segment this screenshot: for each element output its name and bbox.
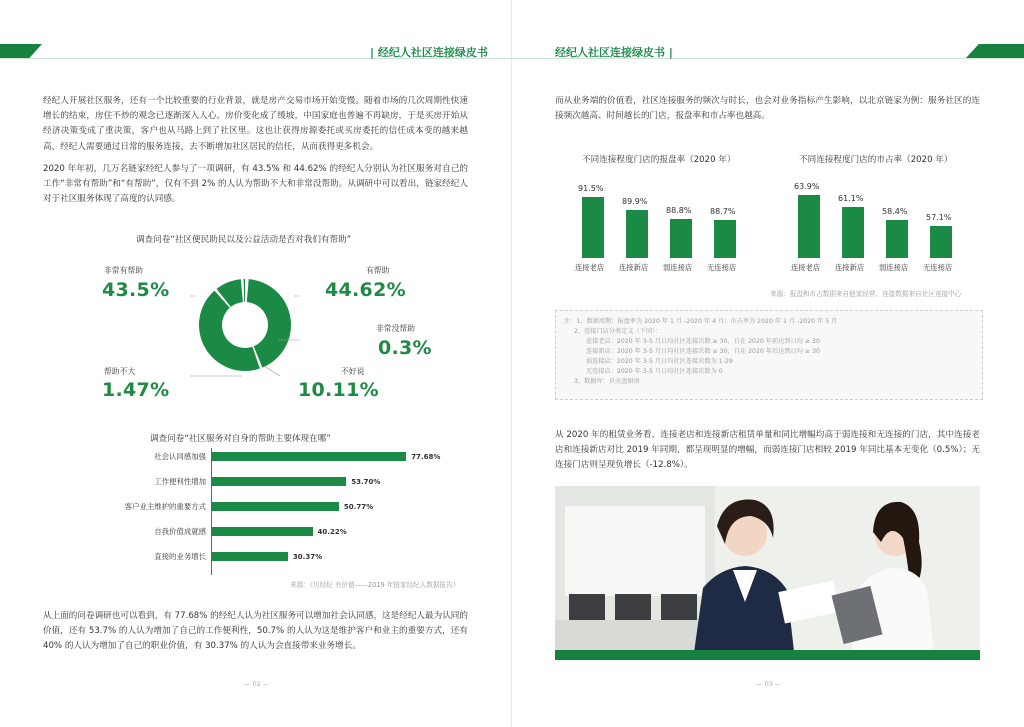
donut-value-3: 0.3% xyxy=(378,337,432,359)
photo-green-strip xyxy=(555,650,980,660)
notes-box xyxy=(555,310,983,400)
header-title: | 经纪人社区连接绿皮书 xyxy=(370,46,488,59)
hbar-category-label: 社会认同感加强 xyxy=(154,452,206,461)
right-paragraph-2: 从 2020 年的租赁业务看，连接老店和连接新店租赁单量和同比增幅均高于弱连接和无连接的门店，其中连接老店和连接新店对比 2019 年同期，都呈现明显的增幅，而弱连接门店相较 2019 年同比基本无变化（0.5%）；无连接门店则呈现负增长（-12.8%）。 xyxy=(555,430,980,471)
hbar-bar xyxy=(212,477,346,486)
hbar-category-label: 直接的业务增长 xyxy=(154,552,206,561)
hbar-value-label: 50.77% xyxy=(343,503,374,511)
vbar-bar xyxy=(842,207,864,258)
donut-value-2: 44.62% xyxy=(325,279,406,301)
vbar-category-label: 连接老店 xyxy=(791,263,821,272)
leader-line-4 xyxy=(264,366,280,376)
vbar-value-label: 88.7% xyxy=(710,206,736,216)
hbar-title: 调查问卷“社区服务对自身的帮助主要体现在哪” xyxy=(150,434,331,444)
left-paragraph-1: 经纪人开展社区服务，还有一个比较重要的行业背景，就是房产交易市场开始变慢。随着市场的几次周期性快速增长的结束，房住不炒的观念已逐渐深入人心。房价变化成了缓坡，中国家庭也普遍不再缺房，于是买房开始从经济决策变成了重决策，客户也从马路上到了社区里。这也让获得房源委托或买房委托的信任成本变的越来越高，经纪人需要通过日常的服务连接，去不断增加社区居民的信任，从而获得更多机会。 xyxy=(43,96,468,152)
office-photo xyxy=(555,486,980,660)
note-line: 2、连接门店分类定义（下同）： xyxy=(574,328,662,335)
hbar-bar xyxy=(212,502,339,511)
right-paragraph-1: 而从业务端的价值看，社区连接服务的频次与时长，也会对业务指标产生影响，以北京链家为例：服务社区的连接频次越高、时间越长的门店，报盘率和市占率也越高。 xyxy=(555,96,980,122)
vbar-value-label: 88.8% xyxy=(666,206,692,216)
header-left-accent xyxy=(0,44,42,58)
donut-label-1: 非常有帮助 xyxy=(104,266,143,275)
vbar-bar xyxy=(626,210,648,258)
donut-label-3: 非常没帮助 xyxy=(376,324,415,333)
hbar-value-label: 53.70% xyxy=(351,478,381,486)
hbar-value-label: 77.68% xyxy=(411,453,441,461)
vbar-chart-2-title: 不同连接程度门店的市占率（2020 年） xyxy=(799,155,953,165)
vbar-bar xyxy=(798,195,820,258)
header-right-accent xyxy=(966,44,1024,58)
donut-value-4: 10.11% xyxy=(298,379,379,401)
vbar-bar xyxy=(582,197,604,258)
office-photo-illustration xyxy=(555,486,980,660)
vbar-category-label: 无连接店 xyxy=(707,263,737,272)
hbar-category-label: 自我价值成就感 xyxy=(154,527,206,536)
vbar-category-label: 弱连接店 xyxy=(663,263,693,272)
vbar-category-label: 连接新店 xyxy=(619,263,649,272)
donut-title: 调查问卷“社区便民助民以及公益活动是否对我们有帮助” xyxy=(136,235,352,245)
donut-label-5: 帮助不大 xyxy=(104,367,136,376)
right-page xyxy=(512,0,1024,727)
vbar-category-label: 弱连接店 xyxy=(879,263,909,272)
vbar-bar xyxy=(714,220,736,258)
hbar-value-label: 40.22% xyxy=(317,528,347,536)
note-line: 注：1、数据周期：报盘率为 2020 年 1 月 -2020 年 4 月；市占率为 2020 年 1 月 -2020 年 5 月 xyxy=(564,318,838,325)
hbar-bar xyxy=(212,527,313,536)
vbar-chart-1-title: 不同连接程度门店的报盘率（2020 年） xyxy=(582,155,736,165)
left-page-number: — 02 — xyxy=(244,680,270,688)
note-line: 弱连接店：2020 年 3-5 月日均社区连接次数为 1-29 xyxy=(586,358,733,365)
hbar-source: 来源：《贝经纪 有价值——2019 年链家经纪人数据报告》 xyxy=(290,581,460,589)
vbar-value-label: 58.4% xyxy=(882,206,908,216)
hbar-bar xyxy=(212,452,406,461)
donut-value-5: 1.47% xyxy=(102,379,170,401)
vbar-bar xyxy=(886,220,908,258)
hbar-bar xyxy=(212,552,288,561)
note-line: 3、数据库：贝壳盘厨房 xyxy=(574,378,640,385)
vbar-source: 来源：报盘和市占数据来自链家经营、连接数据来自社区连接中心 xyxy=(770,290,962,298)
donut-label-4: 不好说 xyxy=(341,367,365,376)
right-page-number: — 03 — xyxy=(756,680,782,688)
vbar-value-label: 57.1% xyxy=(926,212,952,222)
donut-value-1: 43.5% xyxy=(102,279,170,301)
donut-slice-4 xyxy=(244,279,245,302)
vbar-bar xyxy=(670,219,692,258)
donut-label-2: 有帮助 xyxy=(366,266,390,275)
note-line: 连接新店：2020 年 3-5 月日均社区连接次数 ≥ 30，且在 2020 年后达到日均 ≥ 30 xyxy=(586,348,820,355)
note-line: 无连接店：2020 年 3-5 月日均社区连接次数为 0 xyxy=(586,368,723,375)
hbar-category-label: 客户业主维护的重要方式 xyxy=(124,502,206,511)
vbar-value-label: 91.5% xyxy=(578,184,604,194)
vbar-category-label: 连接老店 xyxy=(575,263,605,272)
left-paragraph-3: 从上面的问卷调研也可以看到，有 77.68% 的经纪人认为社区服务可以增加社会认同感，这是经纪人最为认同的价值，还有 53.7% 的人认为增加了自己的工作便利性，50.7% 的人认为这是维护客户和业主的重要方式，还有 40% 的人认为增加了自己的职业价值，有 30.37% 的人认为会直接带来业务增长。 xyxy=(43,611,468,652)
left-paragraph-2: 2020 年年初，几万名链家经纪人参与了一项调研，有 43.5% 和 44.62% 的经纪人分别认为社区服务对自己的工作“非常有帮助”和“有帮助”，仅有不到 2% 的人认为帮助不大和非常没帮助。从调研中可以看出，链家经纪人对于社区服务体现了高度的认同感。 xyxy=(43,164,468,205)
vbar-value-label: 63.9% xyxy=(794,181,820,191)
hbar-category-label: 工作便利性增加 xyxy=(154,477,206,486)
vbar-value-label: 61.1% xyxy=(838,194,864,204)
note-line: 连接老店：2020 年 3-5 月日均社区连接次数 ≥ 30，且在 2020 年前达到日均 ≥ 30 xyxy=(586,338,820,345)
donut-chart xyxy=(190,270,300,380)
vbar-category-label: 连接新店 xyxy=(835,263,865,272)
vbar-bar xyxy=(930,226,952,258)
hbar-value-label: 30.37% xyxy=(292,553,323,561)
vbar-value-label: 89.9% xyxy=(622,197,648,207)
vbar-category-label: 无连接店 xyxy=(923,263,953,272)
header-title: 经纪人社区连接绿皮书 | xyxy=(555,46,673,59)
